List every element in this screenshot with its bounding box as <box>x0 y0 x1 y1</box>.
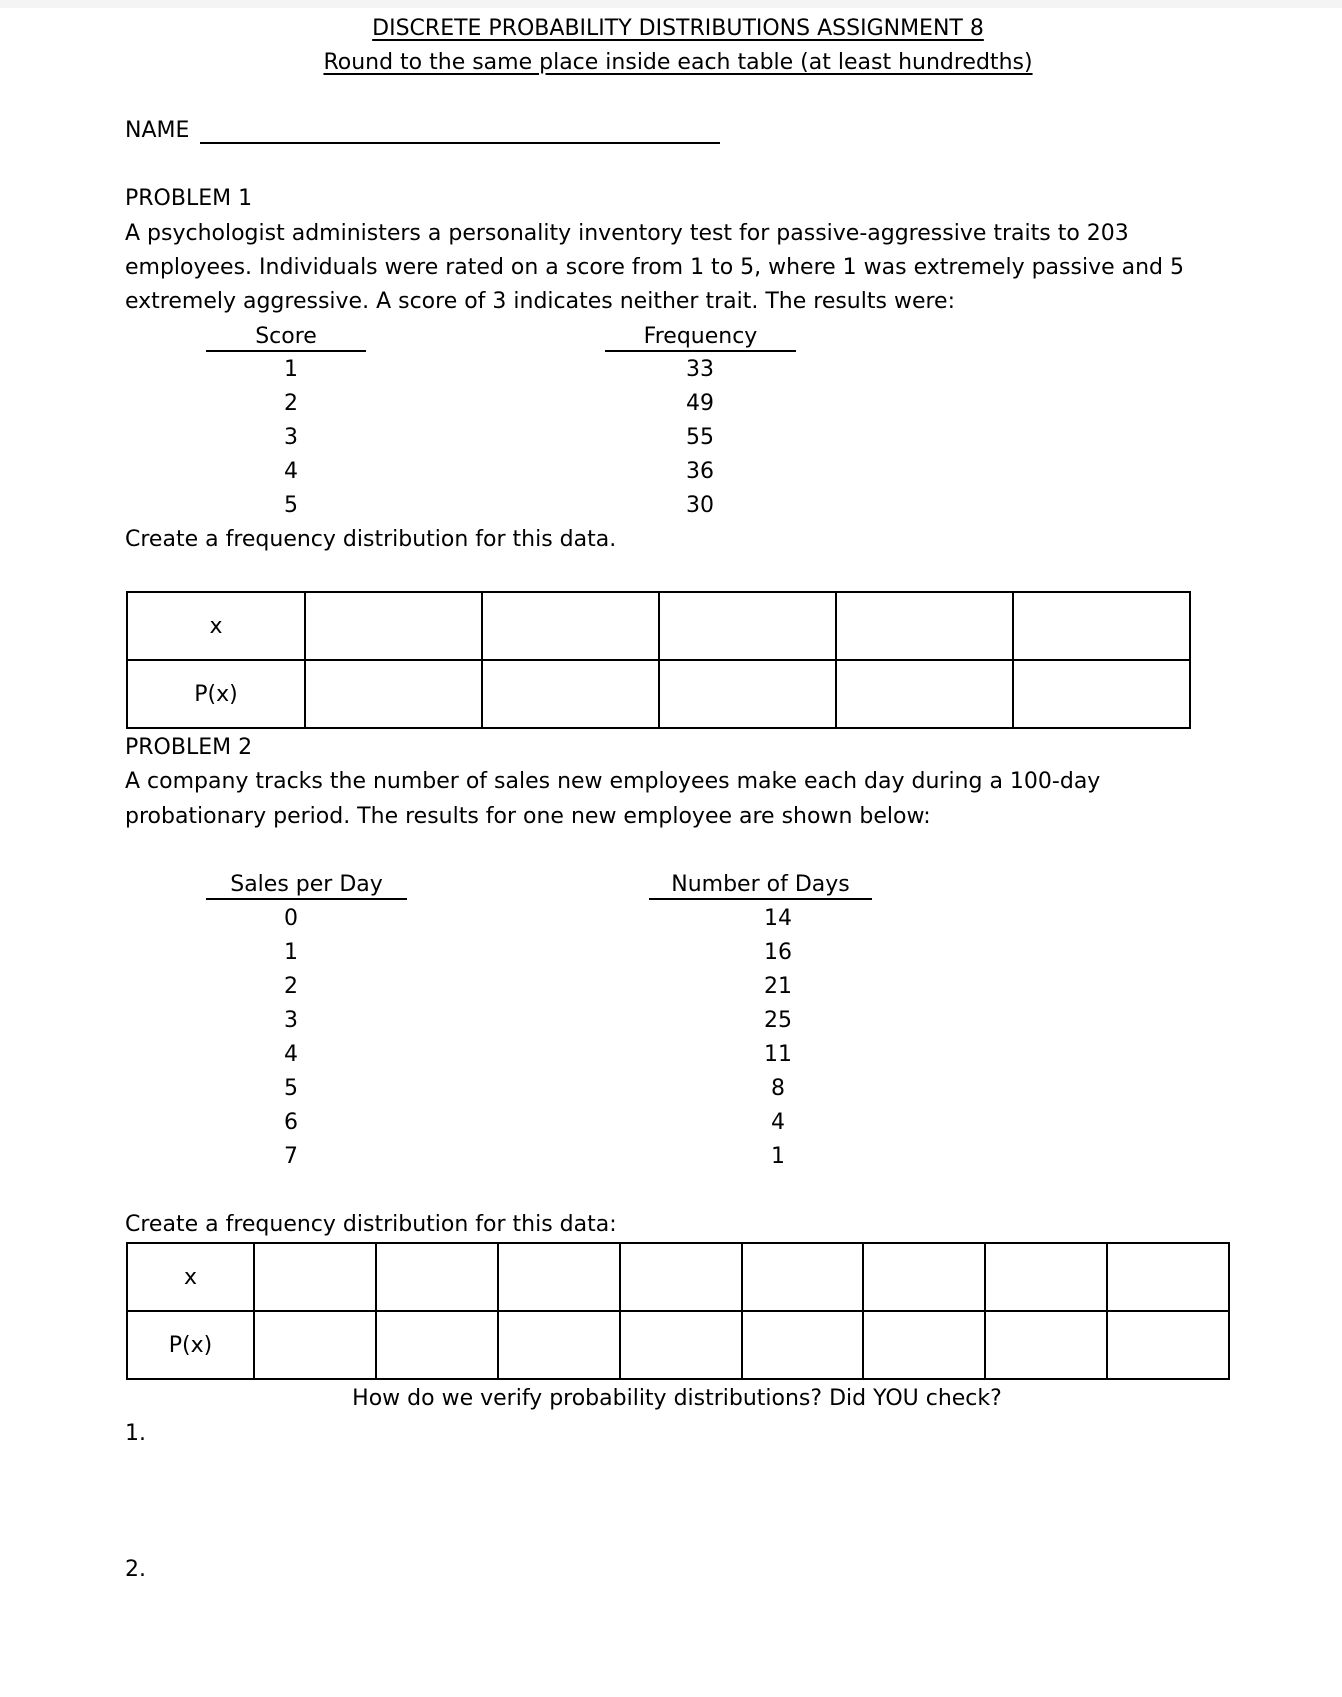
page-subtitle: Round to the same place inside each table (at least hundredths) <box>323 50 1033 75</box>
problem2-value-col1: 7 <box>284 1144 298 1169</box>
problem1-heading: PROBLEM 1 <box>125 186 253 211</box>
problem2-value-col2: 1 <box>771 1144 785 1169</box>
problem2-value-col2: 21 <box>764 974 792 999</box>
problem2-value-col2: 8 <box>771 1076 785 1101</box>
answer-cell[interactable] <box>1013 592 1190 660</box>
answer-cell[interactable] <box>254 1243 376 1311</box>
sales-per-day-header: Sales per Day <box>206 872 407 900</box>
answer-cell[interactable] <box>863 1311 985 1379</box>
problem1-instruction: Create a frequency distribution for this data. <box>125 527 617 552</box>
problem1-value-col1: 5 <box>284 493 298 518</box>
problem2-value-col1: 4 <box>284 1042 298 1067</box>
row-label-px: P(x) <box>127 1311 254 1379</box>
name-blank-line[interactable] <box>200 142 720 144</box>
problem2-value-col1: 2 <box>284 974 298 999</box>
answer-cell[interactable] <box>254 1311 376 1379</box>
answer-cell[interactable] <box>1107 1311 1229 1379</box>
answer-cell[interactable] <box>742 1311 864 1379</box>
problem2-text: probationary period. The results for one new employee are shown below: <box>125 804 931 829</box>
table-row-x <box>127 592 1190 660</box>
problem2-value-col1: 5 <box>284 1076 298 1101</box>
answer-cell[interactable] <box>498 1311 620 1379</box>
answer-cell[interactable] <box>305 660 482 728</box>
answer-1-label: 1. <box>125 1421 146 1446</box>
problem2-value-col1: 0 <box>284 906 298 931</box>
verification-question: How do we verify probability distributions? Did YOU check? <box>352 1386 1002 1411</box>
problem1-value-col1: 2 <box>284 391 298 416</box>
answer-cell[interactable] <box>985 1243 1107 1311</box>
answer-cell[interactable] <box>376 1311 498 1379</box>
problem2-value-col1: 3 <box>284 1008 298 1033</box>
problem2-value-col1: 6 <box>284 1110 298 1135</box>
problem2-value-col2: 11 <box>764 1042 792 1067</box>
row-label-x: x <box>127 1243 254 1311</box>
answer-cell[interactable] <box>482 592 659 660</box>
page-edge <box>0 0 1342 8</box>
answer-cell[interactable] <box>742 1243 864 1311</box>
answer-cell[interactable] <box>620 1243 742 1311</box>
problem1-text: extremely aggressive. A score of 3 indicates neither trait. The results were: <box>125 289 955 314</box>
problem1-value-col2: 33 <box>686 357 714 382</box>
answer-cell[interactable] <box>376 1243 498 1311</box>
answer-cell[interactable] <box>620 1311 742 1379</box>
answer-2-label: 2. <box>125 1557 146 1582</box>
answer-cell[interactable] <box>836 660 1013 728</box>
row-label-x: x <box>127 592 305 660</box>
answer-cell[interactable] <box>1013 660 1190 728</box>
row-label-px: P(x) <box>127 660 305 728</box>
problem2-value-col2: 4 <box>771 1110 785 1135</box>
problem2-value-col2: 14 <box>764 906 792 931</box>
frequency-header: Frequency <box>605 324 796 352</box>
number-of-days-header: Number of Days <box>649 872 872 900</box>
problem2-instruction: Create a frequency distribution for this data: <box>125 1212 617 1237</box>
problem1-distribution-table <box>126 591 1191 729</box>
table-row-px <box>127 660 1190 728</box>
problem1-text: employees. Individuals were rated on a score from 1 to 5, where 1 was extremely passive and 5 <box>125 255 1184 280</box>
problem2-heading: PROBLEM 2 <box>125 735 253 760</box>
problem2-value-col2: 25 <box>764 1008 792 1033</box>
problem1-value-col1: 4 <box>284 459 298 484</box>
answer-cell[interactable] <box>863 1243 985 1311</box>
problem2-distribution-table <box>126 1242 1230 1380</box>
name-label: NAME <box>125 118 190 143</box>
answer-cell[interactable] <box>985 1311 1107 1379</box>
answer-cell[interactable] <box>659 660 836 728</box>
answer-cell[interactable] <box>305 592 482 660</box>
problem1-value-col2: 49 <box>686 391 714 416</box>
answer-cell[interactable] <box>482 660 659 728</box>
answer-cell[interactable] <box>1107 1243 1229 1311</box>
problem1-value-col2: 30 <box>686 493 714 518</box>
answer-cell[interactable] <box>836 592 1013 660</box>
answer-cell[interactable] <box>659 592 836 660</box>
problem1-value-col1: 1 <box>284 357 298 382</box>
problem1-value-col1: 3 <box>284 425 298 450</box>
problem2-text: A company tracks the number of sales new employees make each day during a 100-day <box>125 769 1101 794</box>
score-header: Score <box>206 324 366 352</box>
answer-cell[interactable] <box>498 1243 620 1311</box>
problem1-value-col2: 36 <box>686 459 714 484</box>
problem2-value-col2: 16 <box>764 940 792 965</box>
table-row-x <box>127 1243 1229 1311</box>
problem1-value-col2: 55 <box>686 425 714 450</box>
page-title: DISCRETE PROBABILITY DISTRIBUTIONS ASSIGNMENT 8 <box>372 16 984 41</box>
problem2-value-col1: 1 <box>284 940 298 965</box>
table-row-px <box>127 1311 1229 1379</box>
problem1-text: A psychologist administers a personality inventory test for passive-aggressive traits to 203 <box>125 221 1129 246</box>
